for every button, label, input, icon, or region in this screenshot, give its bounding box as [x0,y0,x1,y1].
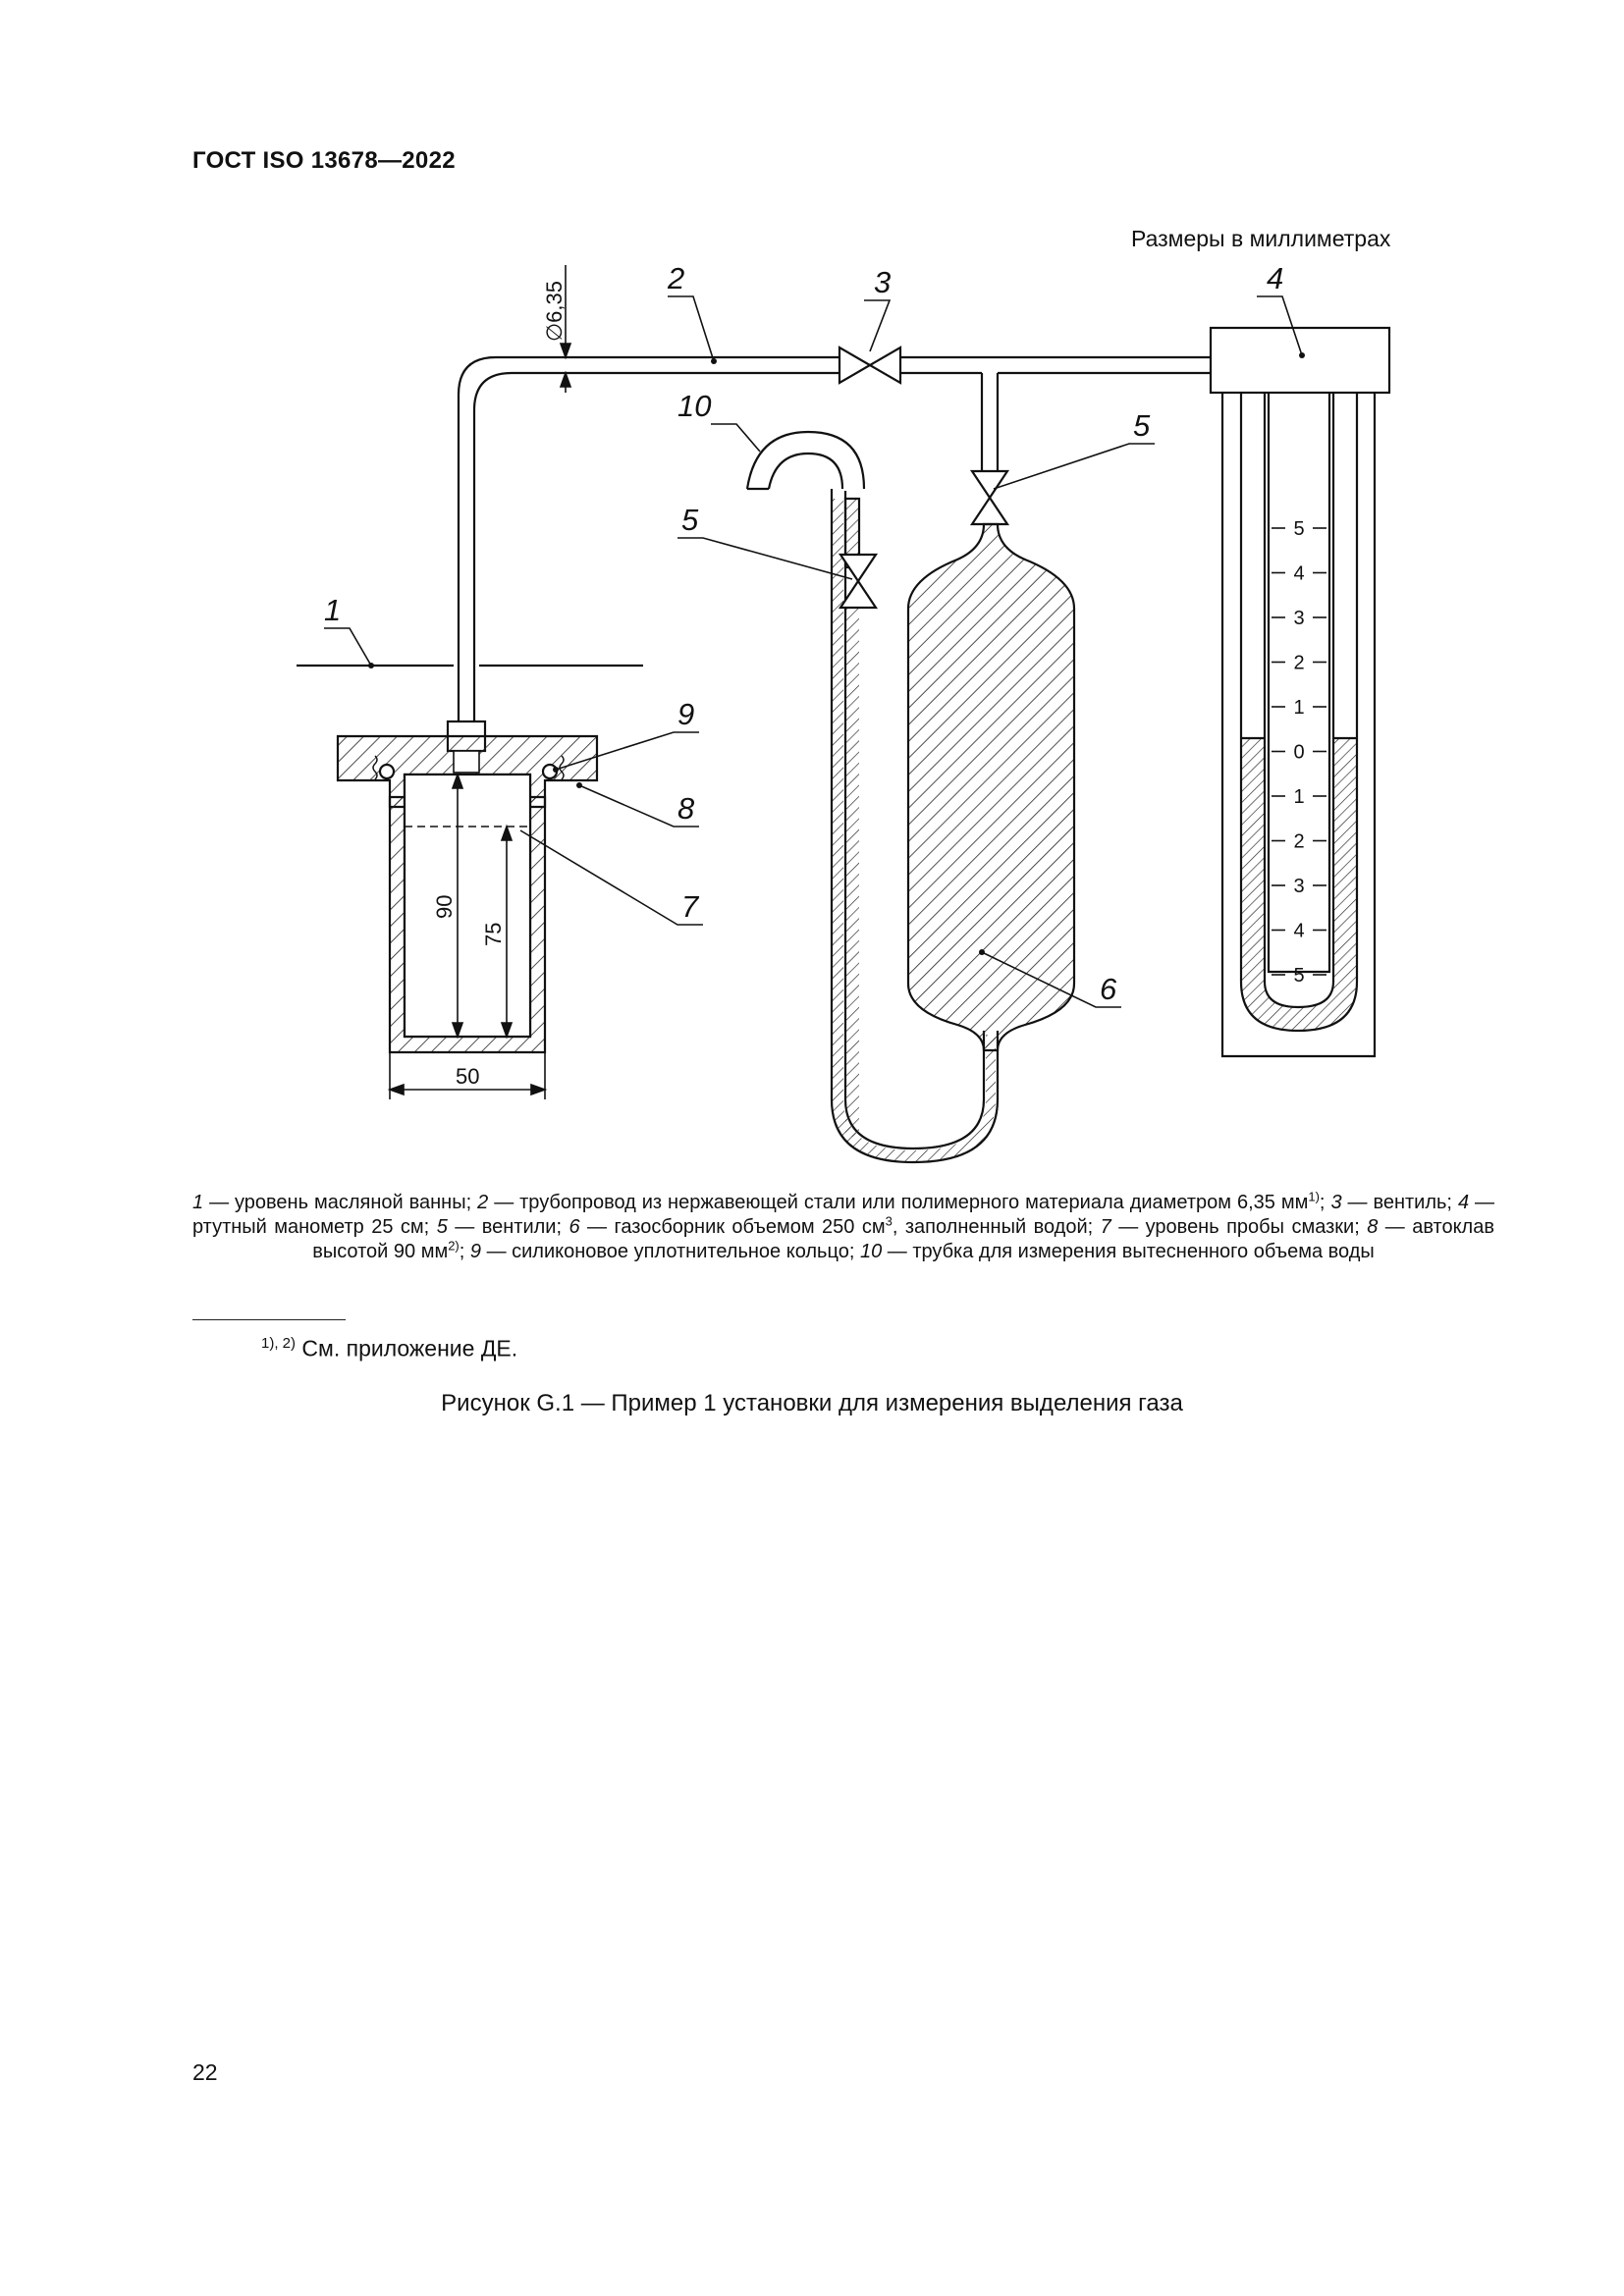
footnote-text: См. приложение ДЕ. [301,1335,518,1362]
dim-height-75: 75 [481,922,506,946]
scale-label: 1 [1293,697,1305,719]
legend-text: — уровень масляной ванны; [203,1192,472,1213]
mercury-manometer [1222,393,1375,1056]
callout-6: 6 [1100,972,1117,1006]
scale-label: 1 [1293,786,1305,808]
legend-text: — вентили; [447,1216,563,1238]
legend-sup: 2) [448,1238,460,1254]
legend-text: — трубка для измерения вытесненного объема воды [882,1241,1375,1262]
legend-number: 5 [436,1216,448,1238]
legend-sup: 1) [1308,1189,1320,1204]
footnote [261,1335,517,1362]
callout-5-upper: 5 [1133,408,1151,443]
legend-text: — газосборник объемом 250 см [579,1216,886,1238]
figure-caption: Рисунок G.1 — Пример 1 установки для измерения выделения газа [441,1390,1183,1416]
legend-text: — трубопровод из нержавеющей стали или полимерного материала диаметром 6,35 мм [488,1192,1309,1213]
legend-text: — ртутный манометр 25 см; [192,1192,1495,1238]
legend-sup: 3 [885,1213,893,1229]
gas-collector [747,432,1074,1162]
scale-label: 5 [1293,518,1305,540]
legend-text: — автоклав высотой 90 мм [312,1216,1494,1262]
legend-text: — силиконовое уплотнительное кольцо; [481,1241,855,1262]
callout-8: 8 [677,791,695,826]
callout-7: 7 [681,889,699,924]
document-header: ГОСТ ISO 13678—2022 [192,147,456,174]
scale-label: 3 [1293,608,1305,629]
dim-width-50: 50 [456,1064,480,1089]
dim-pipe-diameter: ∅6,35 [542,281,567,342]
figure-legend [192,1191,1494,1264]
callout-2: 2 [668,261,685,295]
legend-text: , заполненный водой; [892,1216,1101,1238]
manometer-head [1211,328,1389,393]
scale-label: 4 [1293,562,1305,585]
callout-10: 10 [677,389,712,423]
legend-number: 2 [477,1192,489,1213]
callout-1: 1 [324,593,342,627]
pipe-outer-line [459,357,839,721]
dim-height-90: 90 [432,894,457,919]
valve-5-upper [972,471,1007,524]
units-note: Размеры в миллиметрах [1131,226,1391,251]
scale-label: 3 [1293,876,1305,897]
scale-label: 0 [1293,741,1305,764]
legend-number: 10 [859,1241,883,1262]
legend-number: 1 [192,1192,204,1213]
legend-text: — вентиль; [1341,1192,1452,1213]
legend-punct: ; [1319,1192,1326,1213]
callout-4: 4 [1267,261,1284,295]
callout-9: 9 [677,697,695,731]
pipe-inner-line [474,373,839,721]
legend-text: — уровень пробы смазки; [1110,1216,1360,1238]
valve-3 [839,347,900,383]
scale-label: 5 [1293,965,1305,987]
page-number: 22 [192,2059,218,2085]
legend-punct: ; [459,1241,465,1262]
legend-number: 7 [1100,1216,1111,1238]
callout-3: 3 [874,265,892,299]
footnote-rule [192,1319,346,1320]
legend-number: 9 [469,1241,482,1262]
callout-5-lower: 5 [681,503,699,537]
legend-number: 8 [1367,1216,1379,1238]
legend-number: 4 [1457,1192,1470,1213]
scale-label: 2 [1293,830,1305,853]
manometer-scale [1272,518,1326,987]
scale-label: 2 [1293,652,1305,674]
scale-label: 4 [1293,920,1305,942]
footnote-marks: 1), 2) [261,1335,297,1352]
legend-number: 3 [1330,1192,1342,1213]
legend-number: 6 [568,1216,580,1238]
